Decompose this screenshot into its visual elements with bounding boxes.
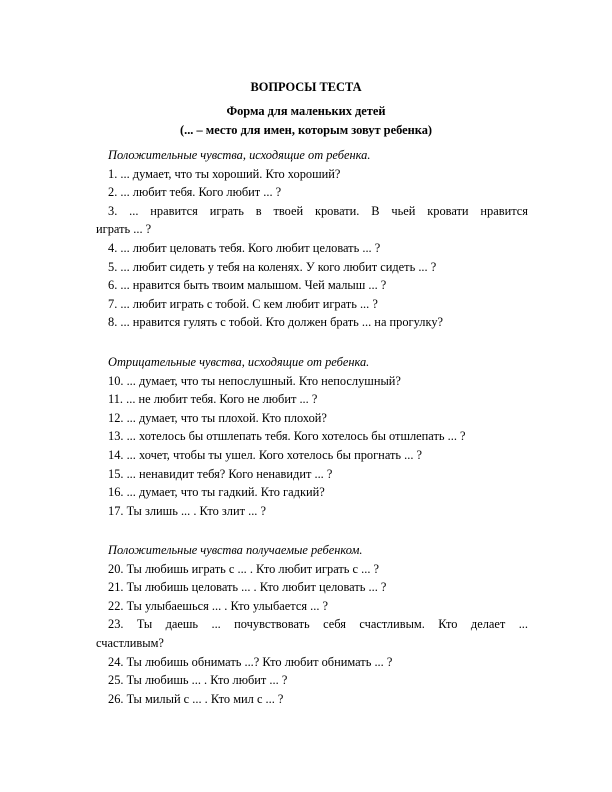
question-item: 23. Ты даешь ... почувствовать себя счастливым. Кто делает ... [108, 617, 528, 632]
section-negative-from-child [108, 353, 528, 520]
section-heading: Положительные чувства, исходящие от ребенка. [108, 148, 371, 162]
question-item: 21. Ты любишь целовать ... . Кто любит целовать ... ? [108, 580, 387, 595]
question-item: 8. ... нравится гулять с тобой. Кто должен брать ... на прогулку? [108, 315, 444, 330]
question-item: 2. ... любит тебя. Кого любит ... ? [108, 185, 282, 200]
question-item: 1. ... думает, что ты хороший. Кто хороший? [108, 166, 341, 181]
question-item: 12. ... думает, что ты плохой. Кто плохой? [108, 410, 327, 425]
question-item: 15. ... ненавидит тебя? Кого ненавидит ... ? [108, 466, 333, 481]
question-item: 20. Ты любишь играть с ... . Кто любит играть с ... ? [108, 561, 380, 576]
document-note: (... – место для имен, которым зовут ребенка) [179, 123, 433, 137]
section-positive-from-child [96, 146, 528, 332]
question-item: 10. ... думает, что ты непослушный. Кто непослушный? [108, 373, 401, 388]
section-heading: Положительные чувства получаемые ребенком. [108, 543, 363, 557]
section-positive-received-by-child [96, 541, 528, 708]
question-item: 11. ... не любит тебя. Кого не любит ... ? [108, 392, 318, 407]
section-heading: Отрицательные чувства, исходящие от ребенка. [108, 355, 370, 369]
question-item: 3. ... нравится играть в твоей кровати. В чьей кровати нравится [108, 203, 528, 218]
question-item: 25. Ты любишь ... . Кто любит ... ? [108, 673, 288, 688]
question-item: 14. ... хочет, чтобы ты ушел. Кого хотелось бы прогнать ... ? [108, 447, 423, 462]
question-item: 6. ... нравится быть твоим малышом. Чей малыш ... ? [108, 278, 387, 293]
question-item-continuation: играть ... ? [96, 222, 152, 237]
document-subtitle: Форма для маленьких детей [226, 104, 386, 118]
question-item: 7. ... любит играть с тобой. С кем любит играть ... ? [108, 296, 378, 311]
question-item: 4. ... любит целовать тебя. Кого любит целовать ... ? [108, 240, 381, 255]
question-item: 13. ... хотелось бы отшлепать тебя. Кого хотелось бы отшлепать ... ? [108, 429, 466, 444]
question-item: 5. ... любит сидеть у тебя на коленях. У кого любит сидеть ... ? [108, 259, 437, 274]
question-item: 16. ... думает, что ты гадкий. Кто гадкий? [108, 485, 325, 500]
question-item-continuation: счастливым? [96, 635, 164, 650]
question-item: 24. Ты любишь обнимать ...? Кто любит обнимать ... ? [108, 654, 393, 669]
question-item: 17. Ты злишь ... . Кто злит ... ? [108, 503, 266, 518]
question-item: 26. Ты милый с ... . Кто мил с ... ? [108, 691, 284, 706]
document-title: ВОПРОСЫ ТЕСТА [250, 80, 362, 94]
question-item: 22. Ты улыбаешься ... . Кто улыбается ... ? [108, 598, 329, 613]
